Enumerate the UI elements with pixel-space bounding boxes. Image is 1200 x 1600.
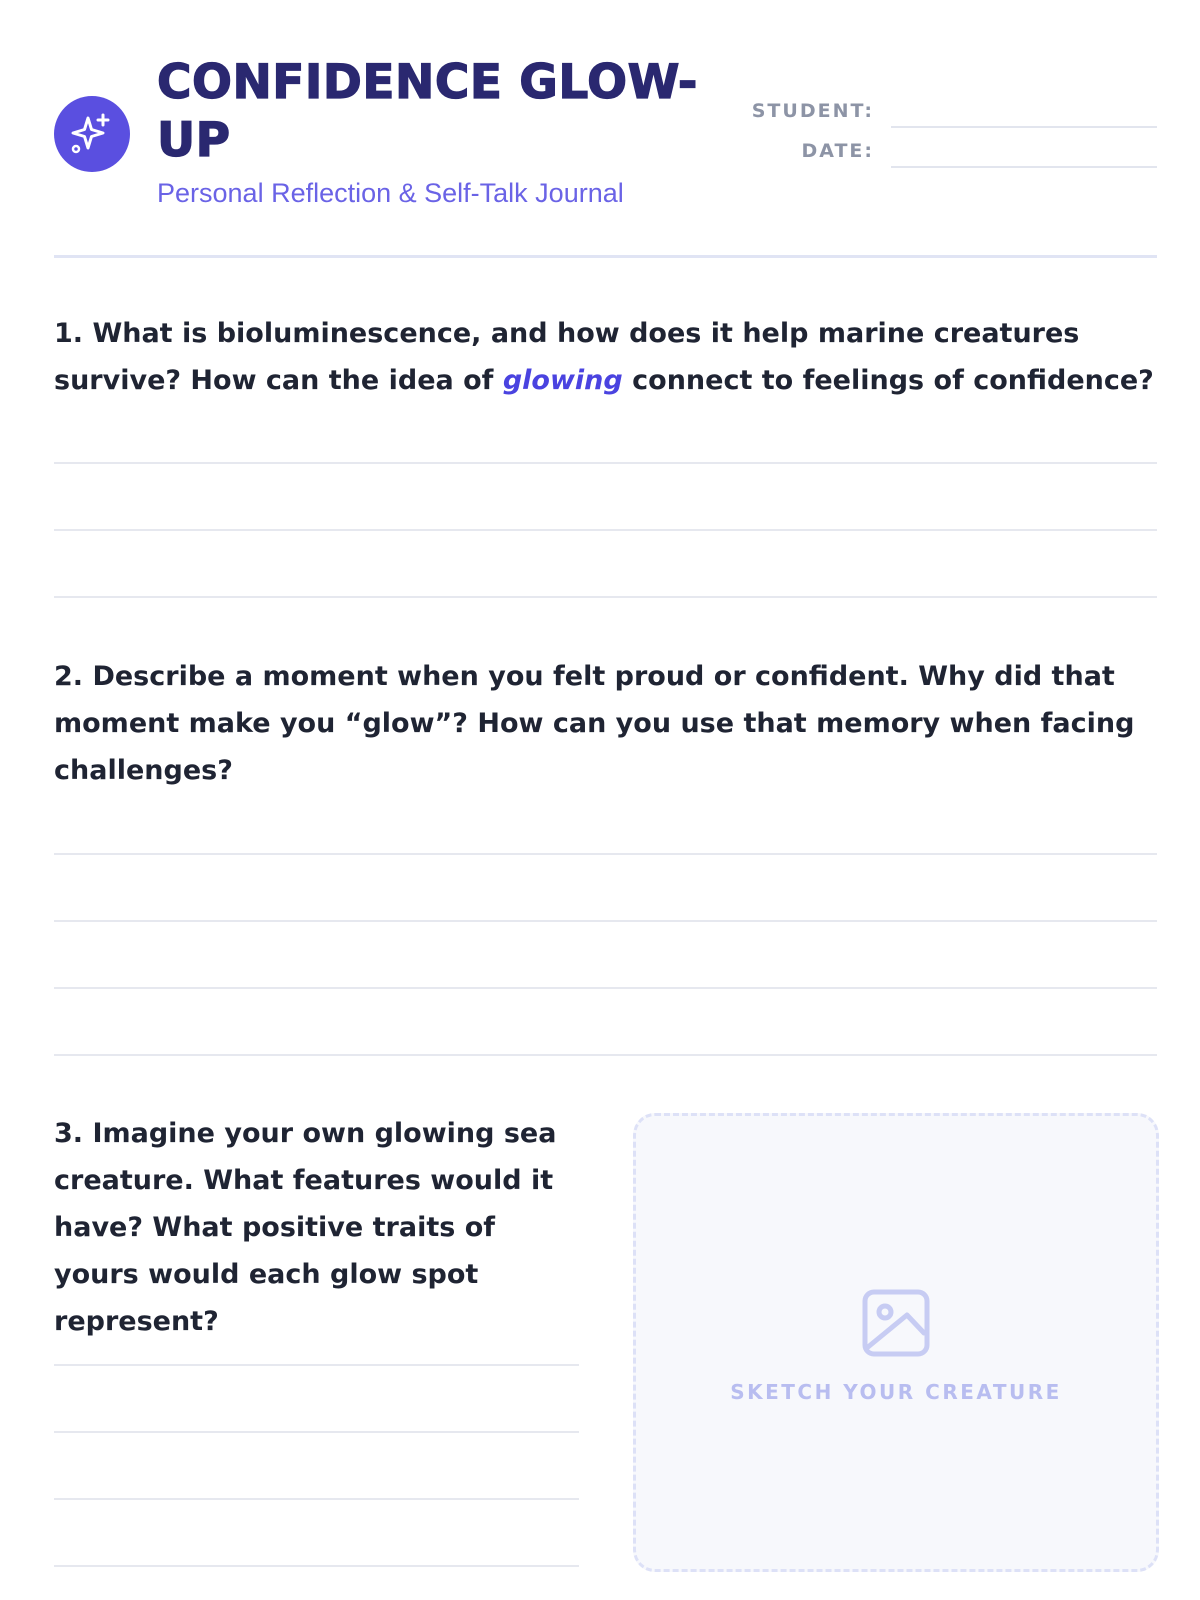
question-2-text: Describe a moment when you felt proud or confident. Why did that moment make you “glow”? How can you use that memory when facing challenges? [54, 661, 1135, 786]
answer-line[interactable] [54, 529, 1157, 531]
answer-line[interactable] [54, 596, 1157, 598]
student-write-line[interactable] [891, 126, 1157, 128]
question-2 [54, 653, 1157, 794]
sparkles-icon [54, 96, 130, 172]
question-3 [54, 1110, 584, 1345]
answer-line[interactable] [54, 1054, 1157, 1056]
question-2-number: 2. [54, 661, 84, 692]
answer-line[interactable] [54, 853, 1157, 855]
date-field [754, 140, 1157, 170]
page-title: CONFIDENCE GLOW-UP [157, 55, 698, 168]
question-1-number: 1. [54, 318, 84, 349]
header-divider [54, 255, 1157, 258]
question-1-emphasis: glowing [502, 365, 623, 396]
student-field [751, 100, 1157, 130]
answer-line[interactable] [54, 920, 1157, 922]
worksheet-header [54, 55, 1157, 228]
image-icon [862, 1289, 930, 1362]
student-label: STUDENT: [751, 100, 874, 122]
question-3-text: Imagine your own glowing sea creature. What features would it have? What positive traits of yours would each glow spot represent? [54, 1118, 557, 1337]
worksheet-page [54, 0, 1157, 1600]
answer-line[interactable] [54, 462, 1157, 464]
date-label: DATE: [801, 140, 874, 162]
page-subtitle: Personal Reflection & Self-Talk Journal [157, 178, 624, 208]
answer-line[interactable] [54, 1431, 579, 1433]
answer-line[interactable] [54, 1498, 579, 1500]
date-write-line[interactable] [891, 166, 1157, 168]
sketch-area[interactable] [633, 1113, 1159, 1572]
question-1 [54, 310, 1157, 404]
question-1-text: What is bioluminescence, and how does it help marine creatures survive? How can the idea of [54, 318, 1080, 396]
question-3-number: 3. [54, 1118, 84, 1149]
question-1-text-end: connect to feelings of confidence? [632, 365, 1154, 396]
answer-line[interactable] [54, 1364, 579, 1366]
sketch-label: SKETCH YOUR CREATURE [730, 1380, 1062, 1404]
answer-line[interactable] [54, 1565, 579, 1567]
answer-line[interactable] [54, 987, 1157, 989]
